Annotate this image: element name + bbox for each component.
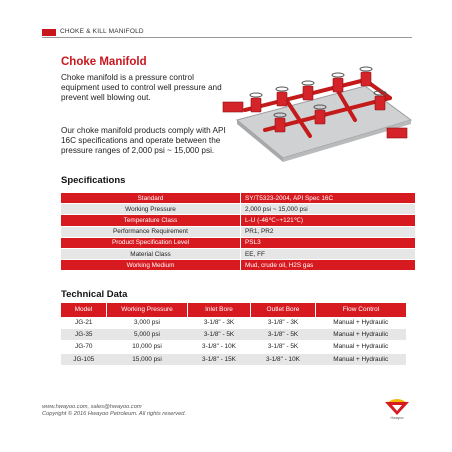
tech-cell: 3,000 psi	[107, 317, 188, 329]
tech-row	[61, 341, 406, 353]
spec-row	[61, 237, 415, 248]
product-description-2: Our choke manifold products comply with API 16C specifications and operate between the pressure ranges of 2,000 psi ~ 15,000 psi.	[61, 126, 226, 156]
tech-cell: 3-1/8" - 3K	[188, 317, 251, 329]
spec-value: EE, FF	[241, 248, 416, 259]
spec-label: Temperature Class	[61, 215, 241, 226]
technical-data-heading: Technical Data	[61, 289, 128, 300]
footer-contact: www.hwayoo.com, sales@hwayoo.com	[42, 404, 142, 410]
tech-column-header: Outlet Bore	[251, 303, 316, 317]
spec-value: 2,000 psi ~ 15,000 psi	[241, 204, 416, 215]
spec-value: L-U (-46℃~+121℃)	[241, 215, 416, 226]
footer	[42, 404, 382, 418]
tech-cell: 3-1/8" - 15K	[188, 353, 251, 365]
tech-cell: Manual + Hydraulic	[316, 329, 407, 341]
tech-cell: 3-1/8" - 5K	[251, 341, 316, 353]
company-logo	[382, 398, 412, 422]
footer-copyright: Copyright © 2016 Hwayoo Petroleum. All rights reserved.	[42, 411, 187, 417]
tech-cell: 15,000 psi	[107, 353, 188, 365]
spec-value: Mud, crude oil, H2S gas	[241, 260, 416, 271]
tech-cell: 3-1/8" - 10K	[188, 341, 251, 353]
tech-column-header: Model	[61, 303, 107, 317]
section-header-bar	[42, 27, 412, 38]
tech-column-header: Inlet Bore	[188, 303, 251, 317]
tech-cell: Manual + Hydraulic	[316, 341, 407, 353]
spec-label: Standard	[61, 193, 241, 204]
technical-data-table	[61, 303, 406, 366]
choke-manifold-image	[215, 58, 415, 170]
specifications-table	[61, 193, 415, 271]
spec-row	[61, 226, 415, 237]
product-description-1: Choke manifold is a pressure control equipment used to control well pressure and prevent well blowing out.	[61, 73, 222, 103]
tech-cell: 3-1/8" - 10K	[251, 353, 316, 365]
spec-row	[61, 260, 415, 271]
product-title: Choke Manifold	[61, 56, 147, 68]
logo-caption: Hwayoo	[390, 416, 404, 420]
tech-row	[61, 329, 406, 341]
spec-label: Product Specification Level	[61, 237, 241, 248]
tech-cell: Manual + Hydraulic	[316, 317, 407, 329]
tech-cell: 3-1/8" - 5K	[251, 329, 316, 341]
tech-cell: 3-1/8" - 5K	[188, 329, 251, 341]
spec-value: PSL3	[241, 237, 416, 248]
tech-cell: Manual + Hydraulic	[316, 353, 407, 365]
tech-cell: 3-1/8" - 3K	[251, 317, 316, 329]
spec-row	[61, 204, 415, 215]
spec-label: Performance Requirement	[61, 226, 241, 237]
section-marker	[42, 29, 56, 36]
tech-cell: 10,000 psi	[107, 341, 188, 353]
spec-row	[61, 193, 415, 204]
spec-row	[61, 215, 415, 226]
spec-label: Material Class	[61, 248, 241, 259]
tech-row	[61, 353, 406, 365]
tech-cell: JG-35	[61, 329, 107, 341]
spec-label: Working Medium	[61, 260, 241, 271]
tech-column-header: Working Pressure	[107, 303, 188, 317]
tech-cell: JG-105	[61, 353, 107, 365]
specifications-heading: Specifications	[61, 175, 126, 186]
tech-row	[61, 317, 406, 329]
tech-cell: 5,000 psi	[107, 329, 188, 341]
spec-value: SY/T5323-2004, API Spec 16C	[241, 193, 416, 204]
spec-value: PR1, PR2	[241, 226, 416, 237]
hwayoo-logo-icon	[382, 398, 412, 416]
tech-cell: JG-21	[61, 317, 107, 329]
tech-column-header: Flow Control	[316, 303, 407, 317]
spec-row	[61, 248, 415, 259]
spec-label: Working Pressure	[61, 204, 241, 215]
tech-cell: JG-70	[61, 341, 107, 353]
section-label: CHOKE & KILL MANIFOLD	[60, 28, 144, 35]
